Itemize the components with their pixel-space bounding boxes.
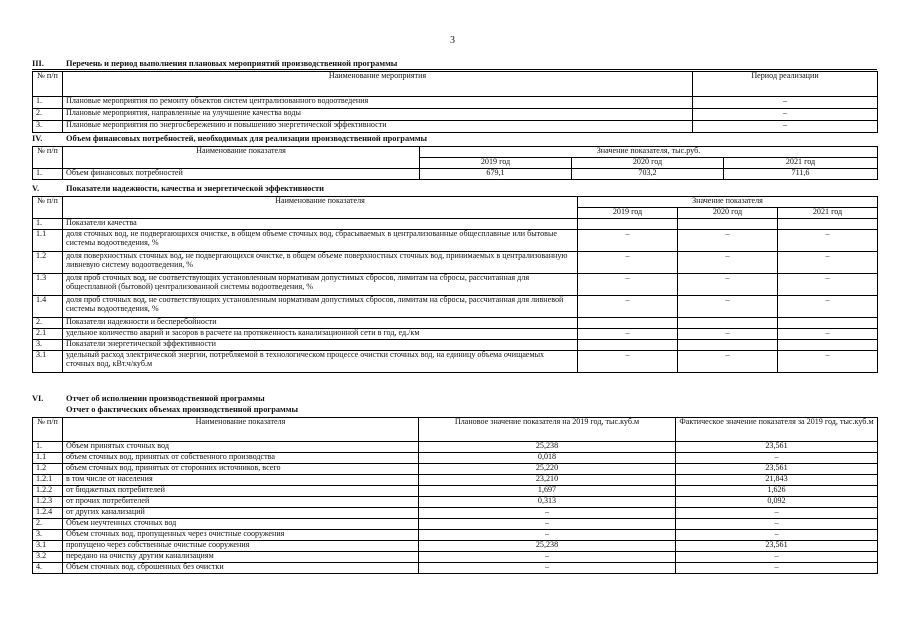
row-name: объем сточных вод, принятых от собственного производства <box>63 453 419 464</box>
row-period: – <box>693 97 878 109</box>
header-fact: Фактическое значение показателя за 2019 год, тыс.куб.м <box>676 418 878 442</box>
row-no: 1. <box>33 169 63 180</box>
row-name: передано на очистку другим канализациям <box>63 552 419 563</box>
table-row <box>33 230 878 252</box>
row-name: от других канализаций <box>63 508 419 519</box>
row-name: пропущено через собственные очистные сооружения <box>63 541 419 552</box>
section-5-heading <box>32 184 877 194</box>
row-value: – <box>578 296 678 318</box>
header-value: Значение показателя, тыс.руб. <box>420 147 878 158</box>
row-value: – <box>578 230 678 252</box>
row-no: 3.1 <box>33 351 63 373</box>
row-name: Показатели качества <box>63 219 578 230</box>
row-no: 1. <box>33 219 63 230</box>
header-no: № п/п <box>33 72 63 97</box>
row-name: доля поверхностных сточных вод, не подвергающихся очистке, в общем объеме поверхностных сточных вод, принимаемых в централизованную ливневую систему водоотведения, % <box>63 252 578 274</box>
row-period: – <box>693 109 878 121</box>
row-plan: – <box>419 508 676 519</box>
row-period: – <box>693 121 878 133</box>
row-no: 1. <box>33 442 63 453</box>
row-no: 1.2.2 <box>33 486 63 497</box>
table-row <box>33 252 878 274</box>
row-no: 1. <box>33 97 63 109</box>
section-3-number: III. <box>32 59 44 68</box>
row-value: – <box>778 296 878 318</box>
table-row <box>33 442 878 453</box>
header-year: 2019 год <box>420 158 572 169</box>
header-plan: Плановое значение показателя на 2019 год, тыс.куб.м <box>419 418 676 442</box>
row-fact: – <box>676 530 878 541</box>
section-4-table <box>32 146 878 180</box>
section-6-table <box>32 417 878 574</box>
row-no: 3.1 <box>33 541 63 552</box>
row-fact: 1,626 <box>676 486 878 497</box>
row-fact: – <box>676 552 878 563</box>
table-row <box>33 296 878 318</box>
section-5-title: Показатели надежности, качества и энергетической эффективности <box>66 184 324 193</box>
row-value <box>578 219 678 230</box>
section-3-table <box>32 71 878 133</box>
table-row <box>33 486 878 497</box>
row-no: 1.1 <box>33 230 63 252</box>
row-value: – <box>678 329 778 340</box>
row-no: 3. <box>33 121 63 133</box>
row-fact: 23,561 <box>676 464 878 475</box>
row-plan: 25,238 <box>419 442 676 453</box>
header-name: Наименование показателя <box>63 197 578 219</box>
row-no: 3. <box>33 340 63 351</box>
table-row <box>33 497 878 508</box>
row-value <box>578 318 678 329</box>
row-name: Плановые мероприятия по энергосбережению и повышению энергетической эффективности <box>63 121 693 133</box>
row-value: – <box>578 252 678 274</box>
table-row <box>33 121 878 133</box>
row-name: Показатели энергетической эффективности <box>63 340 578 351</box>
row-name: Плановые мероприятия по ремонту объектов систем централизованного водоотведения <box>63 97 693 109</box>
row-value: – <box>578 274 678 296</box>
header-value: Значение показателя <box>578 197 878 208</box>
row-no: 3. <box>33 530 63 541</box>
table-header-row <box>33 72 878 97</box>
row-no: 1.2 <box>33 464 63 475</box>
row-name: Объем сточных вод, пропущенных через очистные сооружения <box>63 530 419 541</box>
row-fact: 0,092 <box>676 497 878 508</box>
header-name: Наименование показателя <box>63 418 419 442</box>
table-row <box>33 351 878 373</box>
table-row <box>33 552 878 563</box>
table-row <box>33 274 878 296</box>
row-no: 1.2 <box>33 252 63 274</box>
row-value: – <box>778 274 878 296</box>
row-value: – <box>778 230 878 252</box>
table-row <box>33 109 878 121</box>
section-6-heading <box>32 394 877 404</box>
row-fact: – <box>676 519 878 530</box>
row-no: 4. <box>33 563 63 574</box>
section-3-heading <box>32 59 877 70</box>
section-4-number: IV. <box>32 134 43 143</box>
row-value: – <box>678 296 778 318</box>
table-header-row <box>33 418 878 442</box>
row-plan: – <box>419 552 676 563</box>
header-name: Наименование мероприятия <box>63 72 693 97</box>
row-value-2019: 679,1 <box>420 169 572 180</box>
row-no: 3.2 <box>33 552 63 563</box>
table-row <box>33 563 878 574</box>
table-row <box>33 453 878 464</box>
header-period: Период реализации <box>693 72 878 97</box>
row-value <box>678 219 778 230</box>
row-plan: 0,313 <box>419 497 676 508</box>
row-plan: 0,018 <box>419 453 676 464</box>
table-row <box>33 508 878 519</box>
section-4-title: Объем финансовых потребностей, необходимых для реализации производственной программы <box>66 134 428 143</box>
row-value: – <box>678 252 778 274</box>
row-value <box>778 219 878 230</box>
row-name: Объем принятых сточных вод <box>63 442 419 453</box>
row-value <box>678 340 778 351</box>
section-3-title: Перечень и период выполнения плановых мероприятий производственной программы <box>66 59 398 68</box>
row-value: – <box>678 351 778 373</box>
row-name: от прочих потребителей <box>63 497 419 508</box>
section-6-title: Отчет об исполнении производственной программы <box>66 394 265 403</box>
table-row <box>33 519 878 530</box>
section-4-heading <box>32 134 877 144</box>
table-row <box>33 318 878 329</box>
row-plan: – <box>419 519 676 530</box>
row-fact: – <box>676 563 878 574</box>
row-no: 2. <box>33 109 63 121</box>
table-row <box>33 219 878 230</box>
table-header-row <box>33 197 878 208</box>
row-name: Показатели надежности и бесперебойности <box>63 318 578 329</box>
row-value: – <box>578 351 678 373</box>
row-no: 2. <box>33 318 63 329</box>
row-value <box>578 340 678 351</box>
row-name: удельный расход электрической энергии, потребляемой в технологическом процессе очистки сточных вод, на единицу объема очищаемых сточных вод, кВт.ч/куб.м <box>63 351 578 373</box>
row-name: Объем финансовых потребностей <box>63 169 420 180</box>
row-no: 1.1 <box>33 453 63 464</box>
table-row <box>33 464 878 475</box>
row-plan: 25,238 <box>419 541 676 552</box>
row-value <box>778 318 878 329</box>
row-name: Объем сточных вод, сброшенных без очистки <box>63 563 419 574</box>
header-name: Наименование показателя <box>63 147 420 169</box>
header-year: 2021 год <box>724 158 878 169</box>
row-name: от бюджетных потребителей <box>63 486 419 497</box>
row-value-2021: 711,6 <box>724 169 878 180</box>
row-name: доля сточных вод, не подвергающихся очистке, в общем объеме сточных вод, сбрасываемых в централизованные общесплавные или бытовые системы водоотведения, % <box>63 230 578 252</box>
header-year: 2020 год <box>572 158 724 169</box>
row-value: – <box>678 230 778 252</box>
header-no: № п/п <box>33 418 63 442</box>
table-row <box>33 169 878 180</box>
row-name: Объем неучтенных сточных вод <box>63 519 419 530</box>
row-no: 1.2.4 <box>33 508 63 519</box>
row-name: доля проб сточных вод, не соответствующих установленным нормативам допустимых сбросов, лимитам на сбросы, рассчитанная для общесплавной (бытовой) централизованной системы водоотведения, % <box>63 274 578 296</box>
row-value <box>678 318 778 329</box>
table-row <box>33 97 878 109</box>
header-no: № п/п <box>33 147 63 169</box>
section-6-number: VI. <box>32 394 44 403</box>
row-fact: – <box>676 453 878 464</box>
row-value: – <box>578 329 678 340</box>
header-year: 2020 год <box>678 208 778 219</box>
row-value: – <box>778 252 878 274</box>
page-number: 3 <box>450 35 455 46</box>
row-fact: 23,561 <box>676 541 878 552</box>
header-no: № п/п <box>33 197 63 219</box>
row-no: 2.1 <box>33 329 63 340</box>
row-fact: 21,843 <box>676 475 878 486</box>
row-fact: – <box>676 508 878 519</box>
row-name: удельное количество аварий и засоров в расчете на протяженность канализационной сети в год, ед./км <box>63 329 578 340</box>
row-value: – <box>778 351 878 373</box>
row-name: Плановые мероприятия, направленные на улучшение качества воды <box>63 109 693 121</box>
row-no: 1.2.1 <box>33 475 63 486</box>
row-plan: 1,697 <box>419 486 676 497</box>
section-6-subtitle: Отчет о фактических объемах производственной программы <box>66 405 298 414</box>
row-name: доля проб сточных вод, не соответствующих установленным нормативам допустимых сбросов, лимитам на сбросы, рассчитанная для ливневой системы водоотведения, % <box>63 296 578 318</box>
row-plan: 23,210 <box>419 475 676 486</box>
row-no: 2. <box>33 519 63 530</box>
row-name: объем сточных вод, принятых от сторонних источников, всего <box>63 464 419 475</box>
header-year: 2021 год <box>778 208 878 219</box>
row-name: в том числе от населения <box>63 475 419 486</box>
table-row <box>33 329 878 340</box>
header-year: 2019 год <box>578 208 678 219</box>
row-no: 1.3 <box>33 274 63 296</box>
row-plan: 25,220 <box>419 464 676 475</box>
row-fact: 23,561 <box>676 442 878 453</box>
row-value: – <box>678 274 778 296</box>
table-row <box>33 340 878 351</box>
row-no: 1.2.3 <box>33 497 63 508</box>
section-5-number: V. <box>32 184 40 193</box>
row-plan: – <box>419 563 676 574</box>
row-value: – <box>778 329 878 340</box>
table-row <box>33 541 878 552</box>
row-no: 1.4 <box>33 296 63 318</box>
table-row <box>33 530 878 541</box>
section-5-table <box>32 196 878 373</box>
row-value-2020: 703,2 <box>572 169 724 180</box>
table-header-row <box>33 147 878 158</box>
row-plan: – <box>419 530 676 541</box>
row-value <box>778 340 878 351</box>
table-row <box>33 475 878 486</box>
